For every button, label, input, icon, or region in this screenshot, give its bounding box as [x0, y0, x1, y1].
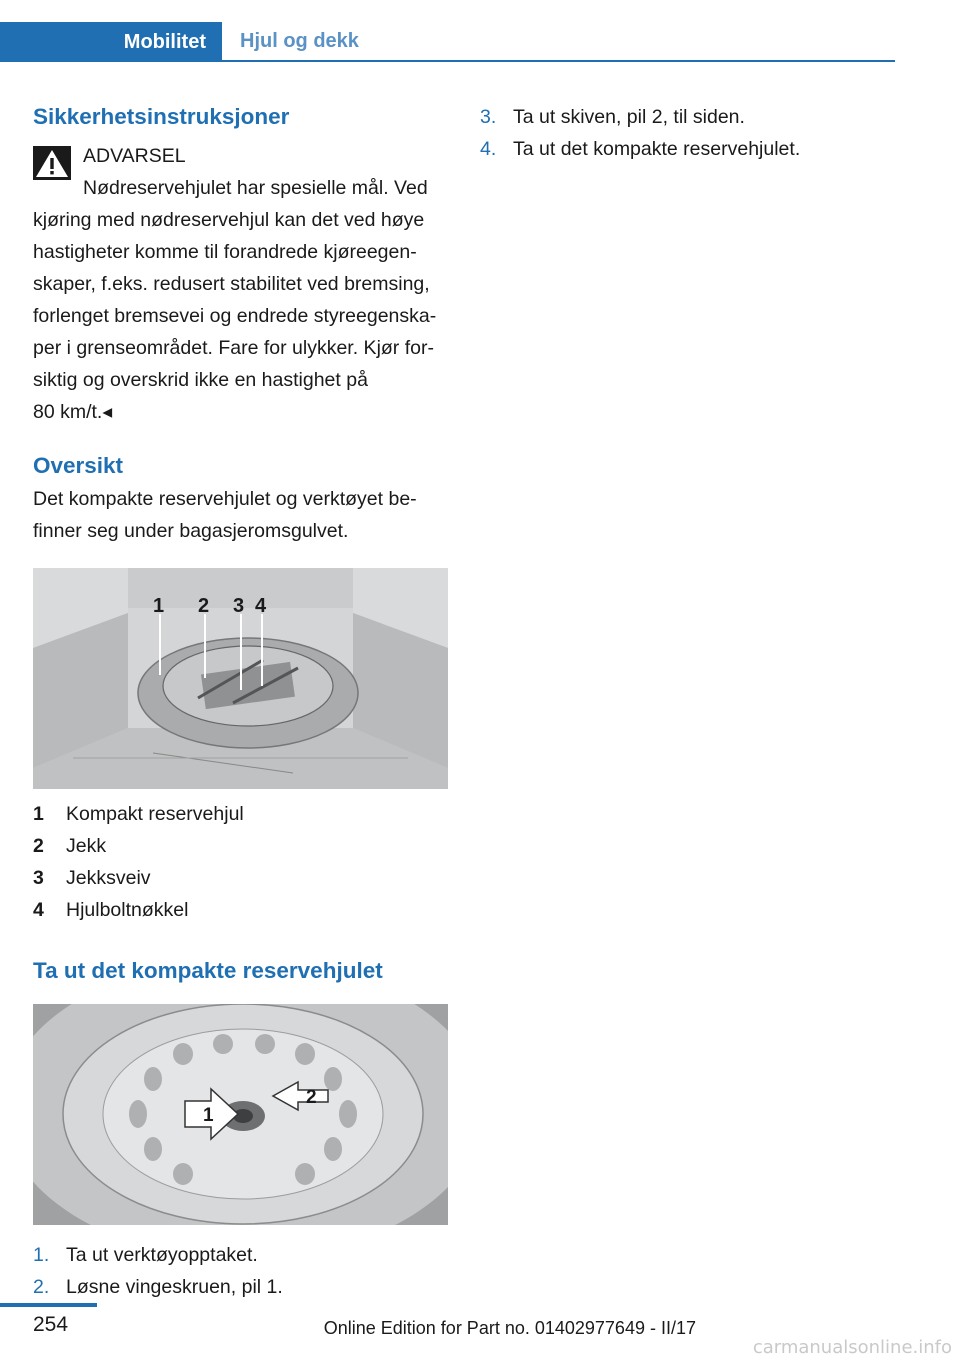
- tab-mobilitet[interactable]: Mobilitet: [0, 22, 222, 62]
- spare-wheel-overview-figure: [33, 568, 448, 789]
- page-header: [0, 0, 895, 62]
- legend-number: 4: [33, 899, 44, 921]
- figure-arrow-label: 1: [203, 1105, 214, 1126]
- removal-steps-left: [33, 1239, 448, 1303]
- left-column: [33, 100, 448, 1303]
- figure-callout: 1: [153, 595, 165, 617]
- tab-hjul-og-dekk[interactable]: Hjul og dekk: [222, 22, 895, 62]
- warning-line: skaper, f.eks. redusert stabilitet ved bremsing,: [33, 273, 430, 295]
- legend-label: Kompakt reservehjul: [66, 803, 244, 825]
- step-item: [480, 133, 895, 165]
- step-text: Ta ut skiven, pil 2, til siden.: [513, 106, 745, 128]
- legend-item: [33, 862, 448, 894]
- removal-heading: Ta ut det kompakte reservehjulet: [33, 958, 383, 983]
- spare-wheel-removal-figure: [33, 1004, 448, 1225]
- warning-block: [33, 140, 448, 428]
- step-text: Ta ut verktøyopptaket.: [66, 1244, 258, 1266]
- overview-text-line: Det kompakte reservehjulet og verktøyet be-: [33, 488, 417, 510]
- legend-item: [33, 830, 448, 862]
- legend-item: [33, 798, 448, 830]
- warning-line: 80 km/t.◂: [33, 401, 113, 423]
- legend-number: 1: [33, 803, 44, 825]
- step-item: [33, 1271, 448, 1303]
- figure-legend: [33, 798, 448, 926]
- legend-label: Hjulboltnøkkel: [66, 899, 189, 921]
- right-column: [480, 100, 895, 165]
- step-number: 2.: [33, 1276, 50, 1298]
- safety-heading: Sikkerhetsinstruksjoner: [33, 104, 290, 129]
- warning-triangle-icon: [33, 146, 71, 180]
- figure-arrow-label: 2: [306, 1087, 317, 1108]
- watermark: carmanualsonline.info: [752, 1337, 952, 1358]
- page-number: 254: [33, 1313, 69, 1336]
- figure-callout: 4: [255, 595, 267, 617]
- warning-line: kjøring med nødreservehjul kan det ved høye: [33, 209, 425, 231]
- legend-number: 3: [33, 867, 44, 889]
- warning-line: siktig og overskrid ikke en hastighet på: [33, 369, 368, 391]
- removal-steps-right: [480, 101, 895, 165]
- legend-item: [33, 894, 448, 926]
- step-item: [33, 1239, 448, 1271]
- figure-callout: 3: [233, 595, 245, 617]
- warning-line: hastigheter komme til forandrede kjøreegen-: [33, 241, 417, 263]
- edition-text: Online Edition for Part no. 01402977649 - II/17: [323, 1318, 696, 1338]
- legend-label: Jekksveiv: [66, 867, 151, 889]
- step-text: Løsne vingeskruen, pil 1.: [66, 1276, 283, 1298]
- legend-number: 2: [33, 835, 44, 857]
- step-number: 4.: [480, 138, 497, 160]
- warning-line: forlenget bremsevei og endrede styreegenska-: [33, 305, 437, 327]
- figure-callout: 2: [198, 595, 210, 617]
- legend-label: Jekk: [66, 835, 107, 857]
- warning-line: per i grenseområdet. Fare for ulykker. Kjør for-: [33, 337, 434, 359]
- overview-heading: Oversikt: [33, 453, 124, 478]
- step-text: Ta ut det kompakte reservehjulet.: [513, 138, 801, 160]
- step-number: 3.: [480, 106, 497, 128]
- step-item: [480, 101, 895, 133]
- warning-line: Nødreservehjulet har spesielle mål. Ved: [83, 177, 428, 199]
- warning-label: ADVARSEL: [83, 145, 186, 167]
- footer-accent-bar: [0, 1303, 97, 1307]
- step-number: 1.: [33, 1244, 50, 1266]
- overview-text-line: finner seg under bagasjeromsgulvet.: [33, 520, 349, 542]
